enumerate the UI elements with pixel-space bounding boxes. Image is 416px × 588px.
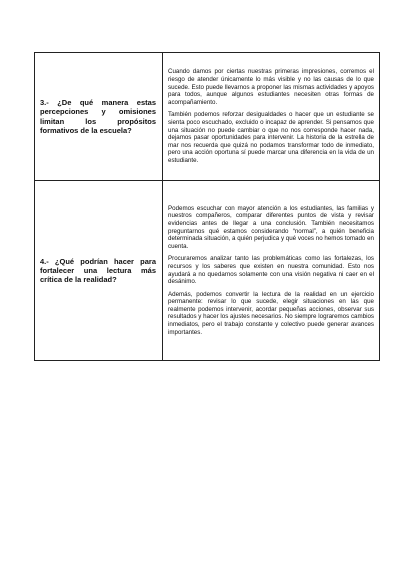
answer-paragraph: Además, podemos convertir la lectura de la realidad en un ejercicio permanente: revisar lo que sucede, elegir situaciones en las que realmente podemos intervenir, acordar pequeñas acciones, observar sus resultados y hacer los ajustes necesarios. No siempre lograremos cambios inmediatos, pero el trabajo constante y colectivo puede generar avances importantes. bbox=[168, 290, 374, 336]
answer-paragraph: Cuando damos por ciertas nuestras primeras impresiones, corremos el riesgo de atender únicamente lo más visible y no las causas de lo que sucede. Esto puede llevarnos a proponer las mismas actividades y apoyos para todos, aunque algunos estudiantes necesiten otras formas de acompañamiento. bbox=[168, 68, 374, 106]
question-cell: 4.- ¿Qué podrían hacer para fortalecer una lectura más crítica de la realidad? bbox=[35, 181, 163, 361]
answer-cell bbox=[163, 53, 380, 181]
table-row bbox=[35, 53, 380, 181]
answer-paragraph: Procuraremos analizar tanto las problemáticas como las fortalezas, los recursos y los saberes que existen en nuestra comunidad. Esto nos ayudará a no quedarnos solamente con una visión negativa ni caer en el desánimo. bbox=[168, 255, 374, 286]
answer-paragraph: Podemos escuchar con mayor atención a los estudiantes, las familias y nuestros compañeros, comparar diferentes puntos de vista y revisar evidencias antes de llegar a una conclusión. También necesitamos preguntarnos qué estamos considerando “normal”, a quién beneficia determinada situación, a quién perjudica y qué voces no hemos tomado en cuenta. bbox=[168, 204, 374, 250]
questions-table bbox=[34, 52, 380, 361]
question-cell: 3.- ¿De qué manera estas percepciones y omisiones limitan los propósitos formativos de la escuela? bbox=[35, 53, 163, 181]
answer-paragraph: También podemos reforzar desigualdades o hacer que un estudiante se sienta poco escuchado, excluido o incapaz de aprender. Si pensamos que una situación no puede cambiar o que no nos corresponde hacer nada, dejamos pasar oportunidades para intervenir. La historia de la estrella de mar nos recuerda que quizá no podamos transformar todo de inmediato, pero una acción oportuna sí puede marcar una diferencia en la vida de un estudiante. bbox=[168, 111, 374, 164]
answer-cell bbox=[163, 181, 380, 361]
table-row bbox=[35, 181, 380, 361]
